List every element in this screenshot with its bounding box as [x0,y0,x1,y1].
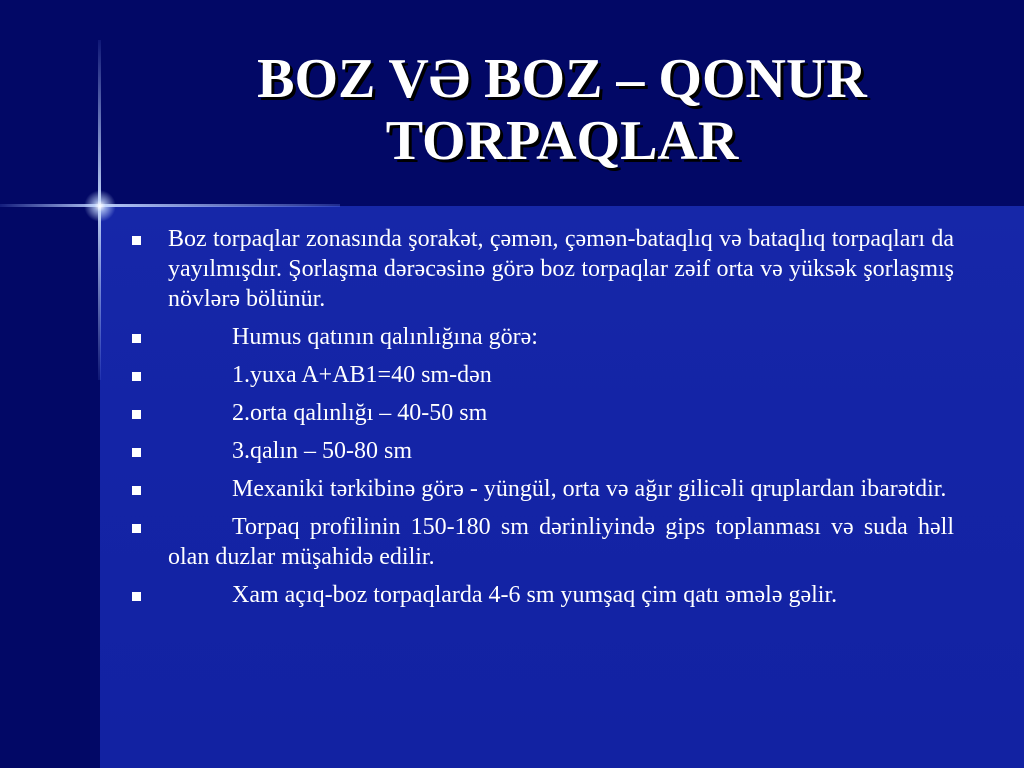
square-bullet-icon [132,372,141,381]
bullet-item [130,360,954,390]
square-bullet-icon [132,448,141,457]
left-band [0,0,100,768]
slide-title-line-1: BOZ VƏ BOZ – QONUR [257,48,867,110]
square-bullet-icon [132,486,141,495]
square-bullet-icon [132,524,141,533]
bullet-item [130,398,954,428]
bullet-list [130,224,954,618]
bullet-item [130,322,954,352]
square-bullet-icon [132,592,141,601]
bullet-text: Boz torpaqlar zonasında şorakət, çəmən, çəmən-bataqlıq və bataqlıq torpaqları da yayılmışdır. Şorlaşma dərəcəsinə görə boz torpaqlar zəif orta və yüksək şorlaşmış növlərə bölünür. [168,226,954,312]
square-bullet-icon [132,236,141,245]
square-bullet-icon [132,334,141,343]
bullet-text: Humus qatının qalınlığına görə: [232,324,538,350]
bullet-item [130,474,954,504]
bullet-item [130,580,954,610]
slide-title [100,48,1024,172]
square-bullet-icon [132,410,141,419]
bullet-item [130,512,954,572]
bullet-text: 1.yuxa A+AB1=40 sm-dən [232,362,492,388]
bullet-item [130,436,954,466]
bullet-text: Torpaq profilinin 150-180 sm dərinliyində gips toplanması və suda həll olan duzlar müşahidə edilir. [168,514,954,570]
light-flare-horizontal [0,204,340,207]
bullet-item [130,224,954,314]
light-flare-star-icon [84,190,116,222]
bullet-text: 3.qalın – 50-80 sm [232,438,412,464]
bullet-text: Mexaniki tərkibinə görə - yüngül, orta və ağır gilicəli qruplardan ibarətdir. [232,476,947,502]
slide-title-line-2: TORPAQLAR [385,110,739,172]
bullet-text: 2.orta qalınlığı – 40-50 sm [232,400,488,426]
bullet-text: Xam açıq-boz torpaqlarda 4-6 sm yumşaq çim qatı əmələ gəlir. [232,582,838,608]
